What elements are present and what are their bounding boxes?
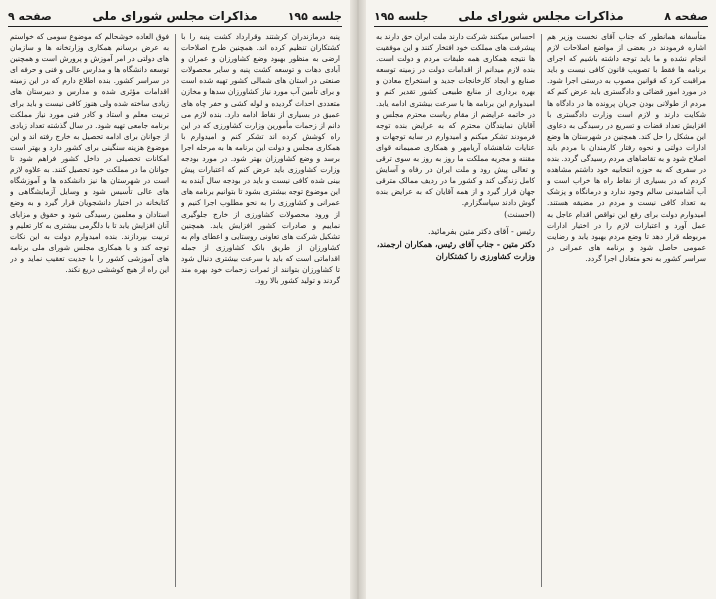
speaker-block bbox=[376, 226, 535, 262]
column-text: احساس میکنند شرکت دارند ملت ایران حق دارند به پیشرفت های مملکت خود افتخار کنند و این موفقیت ها نتیجه همکاری همه طبقات مردم و دولت است. بنده لازم میدانم از اقدامات دولت در زمینه توسعه صنایع و ایجاد کارخانجات جدید و استخراج معادن و بهره برداری از منابع طبیعی کشور تقدیر کنم و امیدوارم این برنامه ها با سرعت بیشتری ادامه یابد. در خاتمه عرایضم از مقام ریاست محترم مجلس و آقایان نمایندگان محترم که به عرایض بنده توجه فرمودند تشکر میکنم و امیدوارم در سایه توجهات و عنایات شاهنشاه آریامهر و همکاری صمیمانه قوای مقننه و مجریه مملکت ما روز به روز به سوی ترقی و تعالی پیش رود و ملت ایران در رفاه و آسایش کامل زندگی کند و کشور ما در ردیف ممالک مترقی جهان قرار گیرد و از همه آقایان که به عرایض بنده گوش دادند سپاسگزارم. bbox=[376, 32, 535, 208]
running-title: مذاکرات مجلس شورای ملی bbox=[458, 9, 624, 23]
header-rule bbox=[374, 26, 708, 27]
text-column-right: پنبه درمازندران کرشتند وقرارداد کشت پنبه را با کشتکاران تنظیم کرده اند. همچنین طرح اصلاحات ارضی به منظور بهبود وضع کشاورزان و عمران و آبادی دهات و توسعه کشت پنبه و سایر محصولات صنعتی در استان های شمالی کشور تهیه شده است و برای تأمین آب مورد نیاز کشاورزان سدها و مخازن متعددی احداث گردیده و لوله کشی و حفر چاه های عمیق در بسیاری از نقاط ادامه دارد. بنده لازم می دانم از زحمات مأمورین وزارت کشاورزی که در این راه کوشش کرده اند تشکر کنم و امیدوارم با همکاری مجلس و دولت این برنامه ها به مرحله اجرا برسد و وضع کشاورزان بهتر شود. در مورد بودجه وزارت کشاورزی باید عرض کنم که اعتبارات پیش بینی شده کافی نیست و باید در بودجه سال آینده به این موضوع توجه بیشتری بشود تا بتوانیم برنامه های عمرانی و کشاورزی را به نحو مطلوب اجرا کنیم و از ورود محصولات کشاورزی از خارج جلوگیری نماییم و صادرات کشور افزایش یابد. همچنین تشکیل شرکت های تعاونی روستایی و اعطای وام به کشاورزان از طریق بانک کشاورزی از جمله اقداماتی است که باید با سرعت بیشتری دنبال شود تا کشاورزان بتوانند از ثمرات زحمات خود بهره مند گردند و تولید کشور بالا رود. bbox=[181, 32, 340, 286]
text-columns bbox=[10, 31, 340, 593]
page-right bbox=[366, 0, 716, 599]
page-header bbox=[8, 6, 342, 26]
header-rule bbox=[8, 26, 342, 27]
session-number: جلسه ۱۹۵ bbox=[374, 10, 429, 23]
page-left bbox=[0, 0, 350, 599]
text-column-left bbox=[376, 31, 535, 593]
running-title: مذاکرات مجلس شورای ملی bbox=[92, 9, 258, 23]
page-number: صفحه ۸ bbox=[664, 10, 708, 23]
page-number: صفحه ۹ bbox=[8, 10, 52, 23]
speaker-line: دکتر متین - جناب آقای رئیس، همکاران ارجمند، وزارت کشاورزی را کشتکاران bbox=[376, 238, 535, 261]
text-columns bbox=[376, 31, 706, 593]
applause-note: (احسنت) bbox=[504, 209, 535, 219]
text-column-left: فوق العاده خوشحالم که موضوع سومی که خواستم به عرض برسانم همکاری وزارتخانه ها و سازمان های دولتی در امر آموزش و پرورش است و همچنین توسعه دانشگاه ها و مدارس عالی و فنی و حرفه ای در سراسر کشور. بنده اطلاع دارم که در این زمینه اقدامات مؤثری شده و مدارس و دبیرستان های زیادی ساخته شده ولی هنوز کافی نیست و باید برای تربیت معلم و استاد و کادر فنی مورد نیاز مملکت برنامه جامعی تهیه شود. در سال گذشته تعداد زیادی از جوانان برای ادامه تحصیل به خارج رفته اند و این موضوع هزینه سنگینی برای کشور دارد و بهتر است امکانات تحصیلی در داخل کشور فراهم شود تا جوانان ما در مملکت خود تحصیل کنند. به علاوه لازم است در شهرستان ها نیز دانشکده ها و آموزشگاه های عالی تأسیس شود و وسایل آزمایشگاهی و کتابخانه در اختیار دانشجویان قرار گیرد و به وضع استادان و معلمین رسیدگی شود و حقوق و مزایای آنان افزایش یابد تا با دلگرمی بیشتری به کار تعلیم و تربیت بپردازند. بنده امیدوارم دولت به این نکات توجه کند و با همکاری مجلس شورای ملی برنامه های آموزشی کشور را با جدیت تعقیب نماید و در این راه از هیچ کوششی دریغ نکند. bbox=[10, 32, 169, 274]
book-gutter bbox=[350, 0, 366, 599]
page-header bbox=[374, 6, 708, 26]
chair-line: رئیس - آقای دکتر متین بفرمائید. bbox=[427, 226, 535, 236]
text-column-right: متأسفانه همانطور که جناب آقای نخست وزیر هم اشاره فرمودند در بعضی از مواضع اصلاحات لازم انجام نشده و ما باید توجه داشته باشیم که اجرای برنامه ها فقط با تصویب قانون کافی نیست و باید مراقبت کرد که قوانین مصوب به درستی اجرا شود. در مورد امور قضائی و دادگستری باید عرض کنم که مردم از طولانی بودن جریان پرونده ها در دادگاه ها شکایت دارند و لازم است وزارت دادگستری با افزایش تعداد قضات و تسریع در رسیدگی به دعاوی این مشکل را حل کند. همچنین در شهرستان ها وضع ادارات دولتی و نحوه رفتار کارمندان با مردم باید اصلاح شود و به تقاضاهای مردم رسیدگی گردد. بنده در سفری که به حوزه انتخابیه خود داشتم مشاهده کردم که در بسیاری از نقاط راه ها خراب است و آب آشامیدنی سالم وجود ندارد و درمانگاه و پزشک به تعداد کافی نیست و مردم در مضیقه هستند. امیدوارم دولت برای رفع این نواقص اقدام عاجل به عمل آورد و اعتبارات لازم را در اختیار ادارات مربوطه قرار دهد تا وضع مردم بهبود یابد و رضایت عمومی حاصل شود و برنامه های عمرانی در سراسر کشور به نحو متعادل اجرا گردد. bbox=[547, 32, 706, 263]
session-number: جلسه ۱۹۵ bbox=[287, 10, 342, 23]
